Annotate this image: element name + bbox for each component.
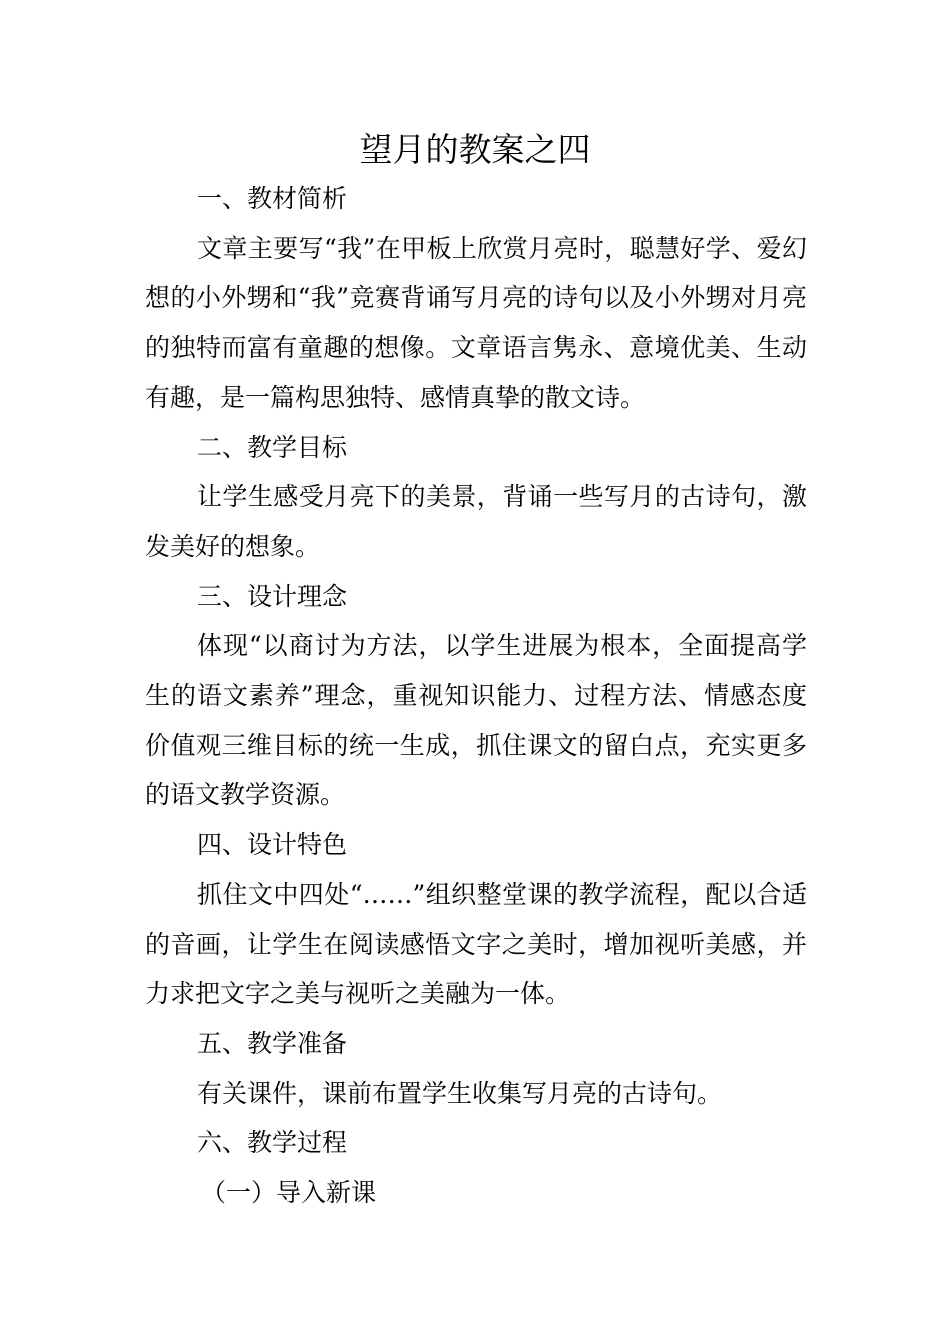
section-paragraph-materials: 文章主要写“我”在甲板上欣赏月亮时，聪慧好学、爱幻想的小外甥和“我”竞赛背诵写月亮的诗句以及小外甥对月亮的独特而富有童趣的想像。文章语言隽永、意境优美、生动有趣，是一篇构思独特、感情真挚的散文诗。 bbox=[145, 233, 807, 412]
section-heading-materials: 一、教材简析 bbox=[197, 184, 348, 213]
section-heading-goals: 二、教学目标 bbox=[197, 432, 348, 462]
section-heading-concept: 三、设计理念 bbox=[197, 581, 348, 611]
section-heading-process: 六、教学过程 bbox=[197, 1128, 348, 1158]
document-title: 望月的教案之四 bbox=[359, 130, 591, 169]
section-paragraph-concept: 体现“以商讨为方法，以学生进展为根本，全面提高学生的语文素养”理念，重视知识能力、过程方法、情感态度价值观三维目标的统一生成，抓住课文的留白点，充实更多的语文教学资源。 bbox=[145, 631, 807, 810]
section-paragraph-preparation: 有关课件，课前布置学生收集写月亮的古诗句。 bbox=[197, 1078, 723, 1108]
section-paragraph-goals: 让学生感受月亮下的美景，背诵一些写月的古诗句，激发美好的想象。 bbox=[145, 482, 807, 561]
document-body bbox=[145, 174, 807, 1218]
section-heading-preparation: 五、教学准备 bbox=[197, 1028, 348, 1058]
section-heading-features: 四、设计特色 bbox=[197, 830, 348, 860]
section-paragraph-features: 抓住文中四处“……”组织整堂课的教学流程，配以合适的音画，让学生在阅读感悟文字之美时，增加视听美感，并力求把文字之美与视听之美融为一体。 bbox=[145, 879, 807, 1009]
sub-heading-introduction: （一）导入新课 bbox=[201, 1178, 377, 1208]
